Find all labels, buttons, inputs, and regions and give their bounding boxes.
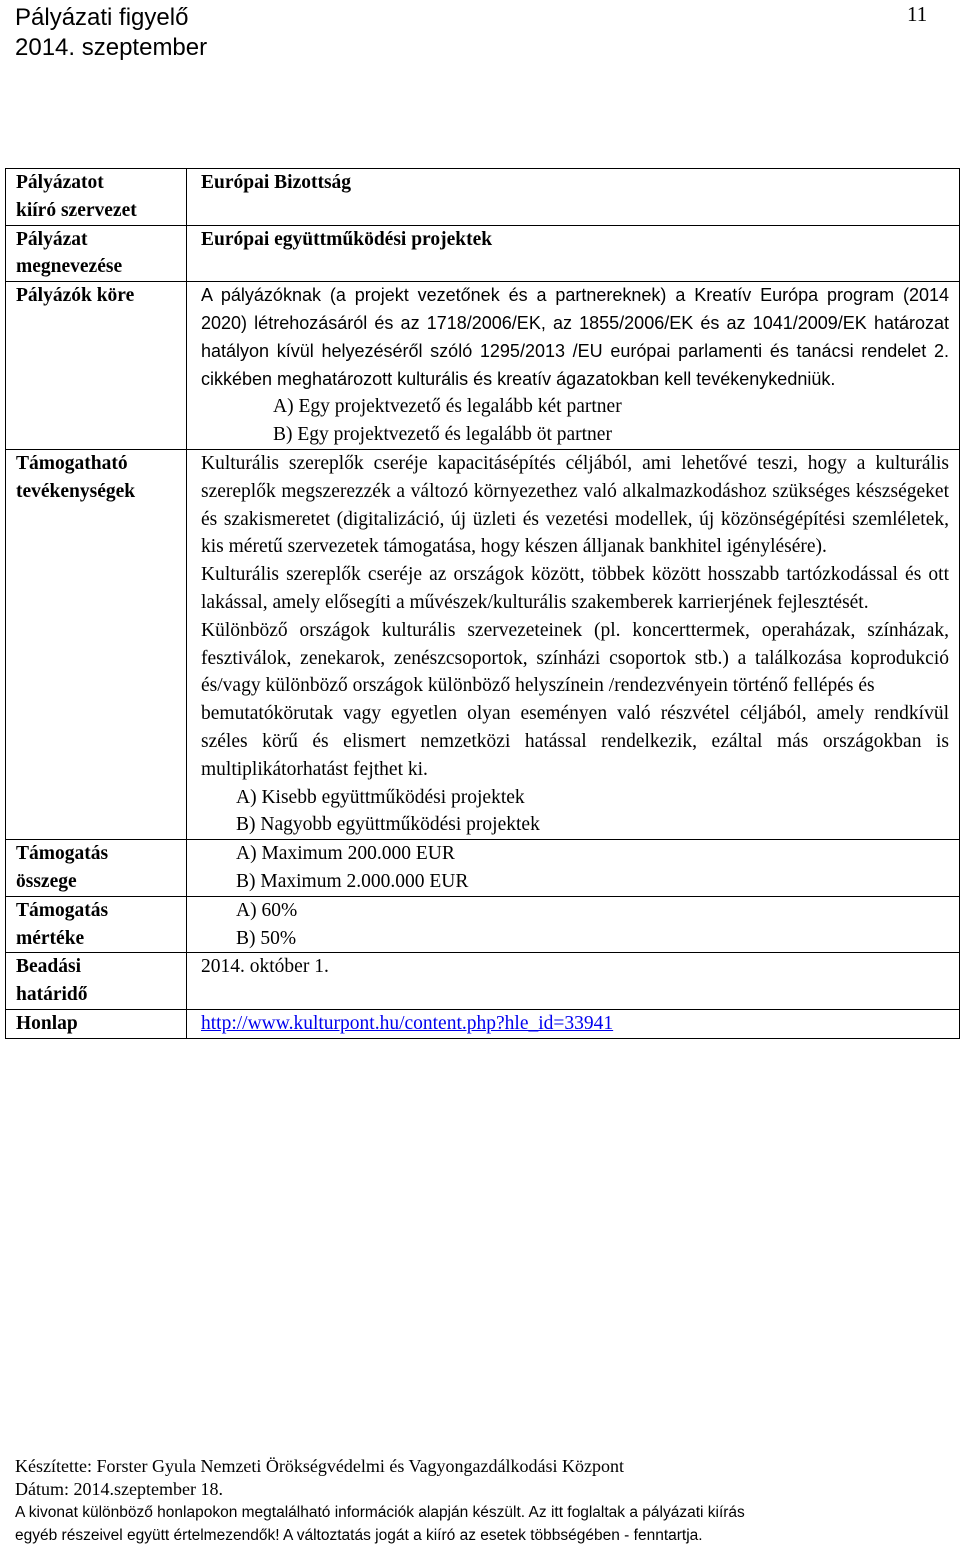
row-applicants (6, 282, 960, 450)
header-title-line1: Pályázati figyelő (15, 4, 189, 31)
applicants-option-a: A) Egy projektvezető és legalább két partner (273, 396, 622, 418)
activities-para2: Kulturális szereplők cseréje az országok között, többek között hosszabb tartózkodással és ott lakással, amely elősegíti a művészek/kulturális szakemberek karrierjének fejlesztését. (201, 564, 949, 613)
deadline-label: Beadási határidő (6, 953, 187, 1010)
activities-category-b: B) Nagyobb együttműködési projektek (236, 814, 540, 836)
footer-author: Készítette: Forster Gyula Nemzeti Örökségvédelmi és Vagyongazdálkodási Központ (15, 1456, 625, 1476)
row-rate (6, 896, 960, 953)
page-number: 11 (907, 2, 928, 26)
name-value: Európai együttműködési projektek (187, 225, 960, 282)
activities-value (187, 449, 960, 839)
grant-info-table (5, 168, 960, 1039)
amount-a: A) Maximum 200.000 EUR (236, 843, 455, 865)
applicants-value (187, 282, 960, 450)
amount-label: Támogatás összege (6, 840, 187, 897)
amount-value (187, 840, 960, 897)
page-footer (15, 1455, 945, 1547)
applicants-option-b: B) Egy projektvezető és legalább öt partner (273, 424, 612, 446)
row-amount (6, 840, 960, 897)
activities-para3a: Különböző országok kulturális szervezeteinek (pl. koncerttermek, operaházak, színházak, fesztiválok, zenekarok, zenészcsoportok, színházi csoportok stb.) a találkozása koprodukció és/vagy különböző országok különböző helyszínein /rendezvényein történő fellépés és (201, 619, 949, 697)
deadline-value: 2014. október 1. (187, 953, 960, 1010)
row-website (6, 1009, 960, 1038)
row-name (6, 225, 960, 282)
header-title-line2: 2014. szeptember (15, 34, 208, 61)
rate-b: B) 50% (236, 927, 297, 949)
page-header-title (15, 3, 207, 63)
rate-value (187, 896, 960, 953)
footer-disclaimer-1: A kivonat különböző honlapokon megtalálható információk alapján készült. Az itt foglaltak a pályázati kiírás (15, 1504, 745, 1521)
row-issuer (6, 169, 960, 226)
activities-label: Támogatható tevékenységek (6, 449, 187, 839)
applicants-label: Pályázók köre (6, 282, 187, 450)
row-deadline (6, 953, 960, 1010)
name-label: Pályázat megnevezése (6, 225, 187, 282)
row-activities (6, 449, 960, 839)
amount-b: B) Maximum 2.000.000 EUR (236, 870, 469, 892)
rate-label: Támogatás mértéke (6, 896, 187, 953)
website-link[interactable]: http://www.kulturpont.hu/content.php?hle_id=33941 (201, 1012, 614, 1034)
issuer-label: Pályázatot kiíró szervezet (6, 169, 187, 226)
applicants-text: A pályázóknak (a projekt vezetőnek és a partnereknek) a Kreatív Európa program (2014 2020) létrehozásáról és az 1718/2006/EK, az 1855/2006/EK és az 1041/2009/EK határozat hatályon kívül helyezéséről szóló 1295/2013 /EU európai parlamenti és tanácsi rendelet 2. cikkében meghatározott kulturális és kreatív ágazatokban kell tevékenykedniük. (201, 285, 949, 389)
footer-date: Dátum: 2014.szeptember 18. (15, 1479, 223, 1499)
website-label: Honlap (6, 1009, 187, 1038)
activities-para1: Kulturális szereplők cseréje kapacitásépítés céljából, ami lehetővé teszi, hogy a kulturális szereplők megszerezzék a változó környezethez való alkalmazkodáshoz szükséges készségeket és szakismeretet (digitalizáció, új üzleti és vezetési modellek, új közönségépítési szemléletek, kis méretű szervezetek támogatása, hogy készen álljanak bankhitel igénylésére). (201, 452, 949, 558)
footer-disclaimer-2: egyéb részeivel együtt értelmezendők! A változtatás jogát a kiíró az esetek többségében - fenntartja. (15, 1527, 703, 1544)
activities-category-a: A) Kisebb együttműködési projektek (236, 786, 525, 808)
website-value (187, 1009, 960, 1038)
rate-a: A) 60% (236, 899, 298, 921)
issuer-value: Európai Bizottság (187, 169, 960, 226)
activities-para3b: bemutatókörutak vagy egyetlen olyan eseményen való részvétel céljából, amely rendkívül széles körű és elismert nemzetközi hatással rendelkezik, ezáltal más országokban is multiplikátorhatást fejthet ki. (201, 703, 949, 780)
